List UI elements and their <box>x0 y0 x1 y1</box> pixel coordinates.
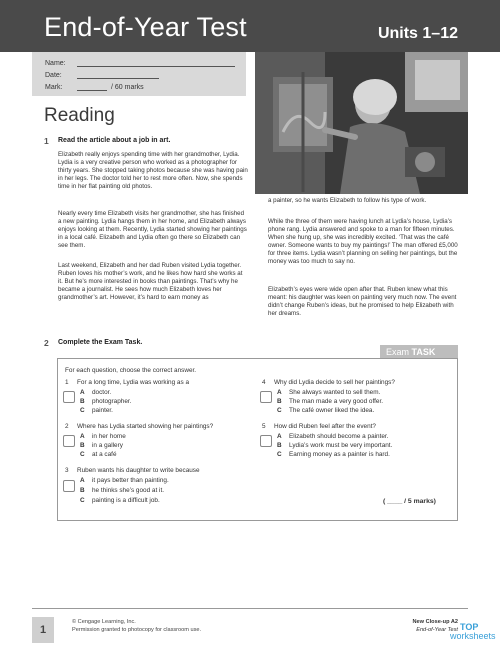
option-text: photographer. <box>92 398 132 405</box>
option-letter: B <box>277 398 282 405</box>
watermark-bottom: worksheets <box>450 631 496 641</box>
article-paragraph-1: Elizabeth really enjoys spending time with her grandmother, Lydia. Lydia is a very creative person who worked as a photographer for thirty years. She stopped taking photos because she was having pain in her legs. The doctor told her to rest more often. Now, she spends time in her flat painting old photos. <box>58 151 248 191</box>
exam-question-number: 1 <box>65 379 69 386</box>
test-title: End-of-Year Test <box>416 627 458 633</box>
exam-task-tab <box>380 345 458 359</box>
option-letter: C <box>277 451 282 458</box>
answer-box-q4[interactable] <box>260 391 272 403</box>
units-label: Units 1–12 <box>377 25 458 42</box>
topworksheets-watermark <box>450 623 496 641</box>
book-title: New Close-up A2 <box>412 619 458 625</box>
exam-question-text: How did Ruben feel after the event? <box>274 423 376 430</box>
question-1-instruction: Read the article about a job in art. <box>58 137 171 144</box>
exam-question-text: For a long time, Lydia was working as a <box>77 379 190 386</box>
exam-question-number: 5 <box>262 423 266 430</box>
answer-box-q2[interactable] <box>63 435 75 447</box>
painter-photo <box>255 52 468 194</box>
exam-tab-bold: TASK <box>411 347 436 357</box>
name-row <box>45 60 66 67</box>
page-number: 1 <box>32 617 54 643</box>
footer-book-info <box>396 618 458 634</box>
footer-copyright-block <box>72 618 201 634</box>
exam-marks: ( ____ / 5 marks) <box>383 498 436 505</box>
exam-question-number: 4 <box>262 379 266 386</box>
option-letter: B <box>277 442 282 449</box>
option-letter: B <box>80 487 85 494</box>
option-letter: A <box>80 389 85 396</box>
article-paragraph-3-cont: a painter, so he wants Elizabeth to follow his type of work. <box>268 197 427 204</box>
article-paragraph-3: Last weekend, Elizabeth and her dad Ruben visited Lydia together. Ruben loves his mother’s work, and he likes how hard she works at it. But he’s more interested in books than paintings. That’s why he became a journalist. He sees how much Elizabeth loves her grandmother’s art. However, it’s hard to earn money as <box>58 262 243 302</box>
date-row <box>45 72 62 79</box>
answer-box-q1[interactable] <box>63 391 75 403</box>
option-text: he thinks she’s good at it. <box>92 487 165 494</box>
article-paragraph-5: Elizabeth’s eyes were wide open after that. Ruben knew what this meant: his daughter was keen on painting very much now. The event didn’t change Ruben’s ideas, but he promised to help Elizabeth with her dreams. <box>268 286 457 318</box>
exam-question-text: Why did Lydia decide to sell her paintings? <box>274 379 395 386</box>
question-2-number: 2 <box>44 338 49 348</box>
option-text: The café owner liked the idea. <box>289 407 375 414</box>
header-bar <box>0 0 500 52</box>
page-title: End-of-Year Test <box>44 12 247 42</box>
option-text: Lydia’s work must be very important. <box>289 442 393 449</box>
question-1-number: 1 <box>44 136 49 146</box>
answer-box-q5[interactable] <box>260 435 272 447</box>
section-title-reading: Reading <box>44 105 115 126</box>
permission-text: Permission granted to photocopy for classroom use. <box>72 627 202 633</box>
name-line[interactable] <box>77 61 235 67</box>
date-label: Date: <box>45 72 62 79</box>
option-text: in her home <box>92 433 126 440</box>
mark-label: Mark: <box>45 84 63 91</box>
option-text: Elizabeth should become a painter. <box>289 433 389 440</box>
watermark-top: TOP <box>460 622 479 632</box>
option-letter: A <box>80 433 85 440</box>
option-letter: A <box>277 389 282 396</box>
option-letter: C <box>277 407 282 414</box>
option-text: painting is a difficult job. <box>92 497 160 504</box>
option-letter: C <box>80 451 85 458</box>
option-letter: A <box>277 433 282 440</box>
option-letter: C <box>80 407 85 414</box>
option-text: She always wanted to sell them. <box>289 389 381 396</box>
option-text: painter. <box>92 407 113 414</box>
copyright-text: © Cengage Learning, Inc. <box>72 619 136 625</box>
date-line[interactable] <box>77 73 159 79</box>
exam-question-text: Where has Lydia started showing her paintings? <box>77 423 214 430</box>
question-2-instruction: Complete the Exam Task. <box>58 339 143 346</box>
article-paragraph-2: Nearly every time Elizabeth visits her grandmother, she has finished a new painting. Lydia hangs them in her home, and Elizabeth always enjoys looking at them. Recently, Lydia started showing her paintings in a local café. Elizabeth and Lydia often go there so Elizabeth can see them. <box>58 210 247 250</box>
article-paragraph-4: While the three of them were having lunch at Lydia’s house, Lydia’s phone rang. Lydia answered and spoke to a man for fifteen minutes. When she hung up, she was incredibly excited. ‘That was the café owner. Someone wants to buy my paintings!’ The man offered £5,000 for three items. Lydia wasn’t planning on selling her paintings, but the money was too much to say no. <box>268 218 458 266</box>
option-letter: B <box>80 442 85 449</box>
student-info-box <box>32 52 246 96</box>
option-text: in a gallery <box>92 442 123 449</box>
option-text: doctor. <box>92 389 112 396</box>
option-letter: A <box>80 477 85 484</box>
mark-line[interactable] <box>77 85 107 91</box>
exam-question-number: 3 <box>65 467 69 474</box>
exam-question-text: Ruben wants his daughter to write because <box>77 467 200 474</box>
option-letter: C <box>80 497 85 504</box>
option-text: Earning money as a painter is hard. <box>289 451 390 458</box>
answer-box-q3[interactable] <box>63 480 75 492</box>
painter-photo-illustration <box>255 52 468 194</box>
exam-question-number: 2 <box>65 423 69 430</box>
option-text: it pays better than painting. <box>92 477 169 484</box>
name-label: Name: <box>45 60 66 67</box>
option-letter: B <box>80 398 85 405</box>
option-text: at a café <box>92 451 117 458</box>
mark-total: / 60 marks <box>111 84 144 91</box>
footer-divider <box>32 608 468 609</box>
exam-intro: For each question, choose the correct answer. <box>65 367 197 374</box>
option-text: The man made a very good offer. <box>289 398 384 405</box>
exam-tab-label: Exam <box>386 347 410 357</box>
mark-row <box>45 84 235 91</box>
